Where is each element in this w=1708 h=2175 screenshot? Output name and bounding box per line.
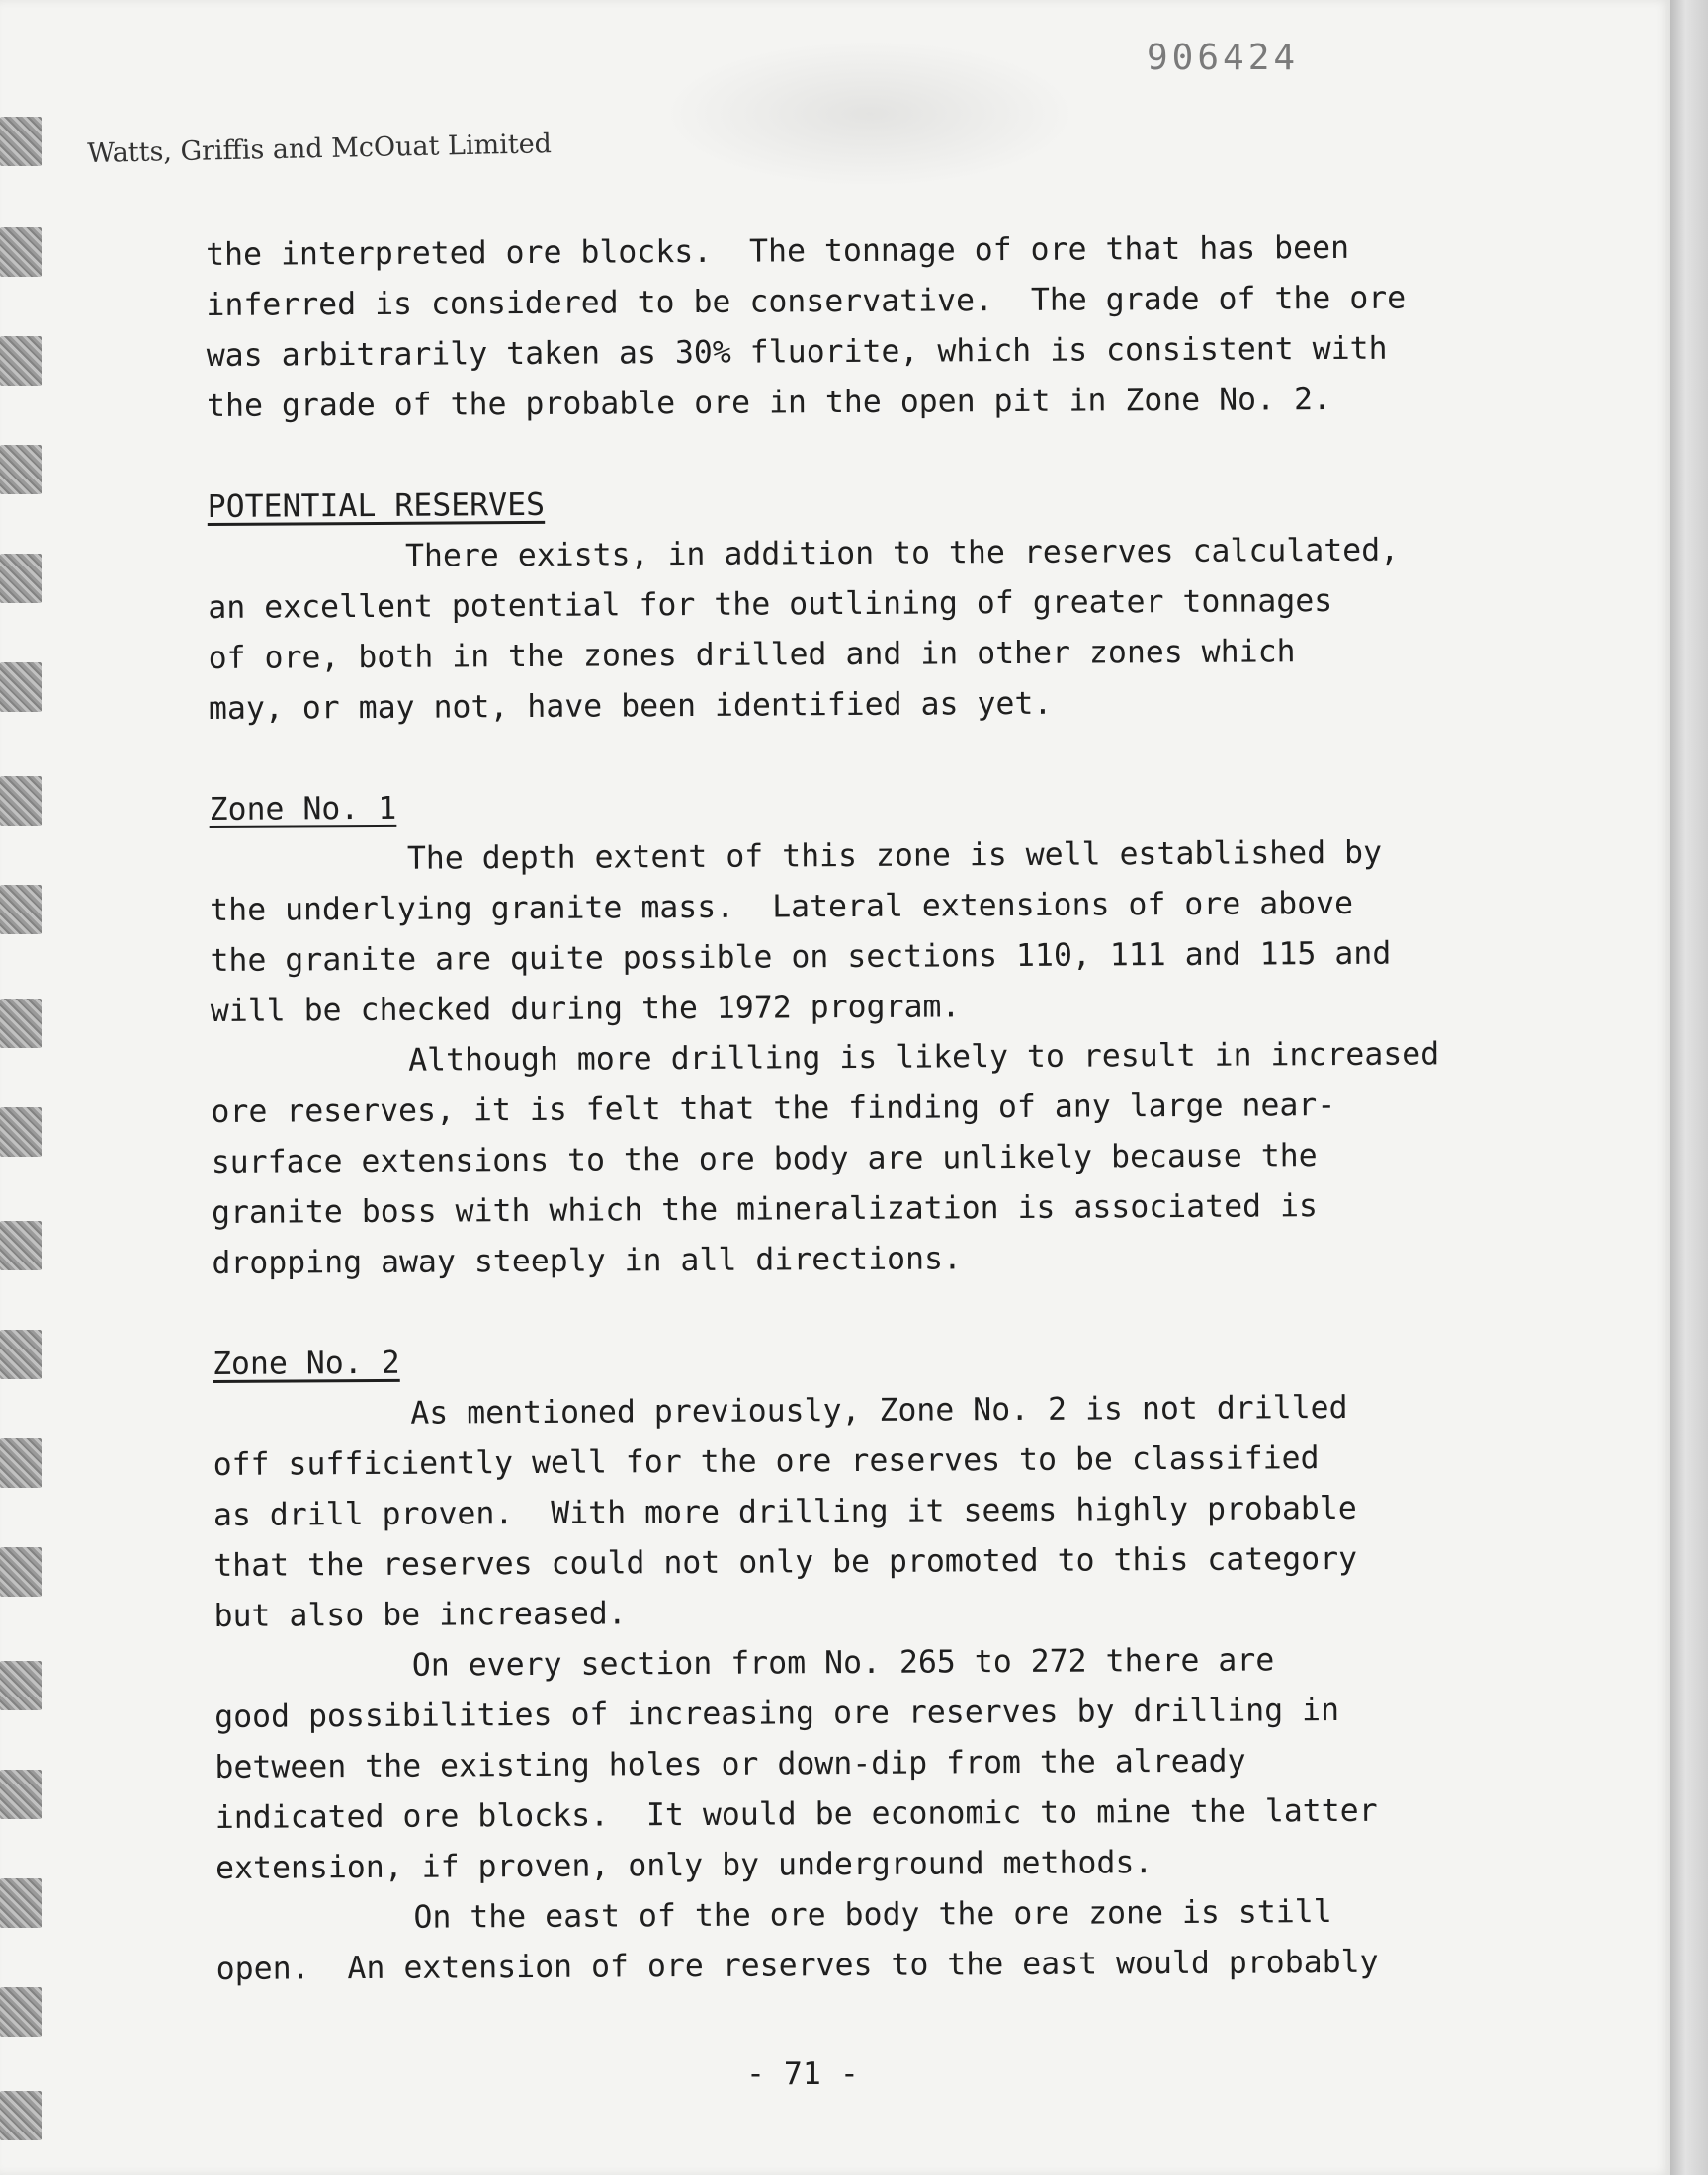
binding-hole: [0, 1107, 42, 1157]
potential-reserves-paragraph: There exists, in addition to the reserves calculated, an excellent potential for the outlining of greater tonnages of ore, both in the zones drilled and in other zones which may, or may not, have been identified as yet.: [208, 532, 1400, 727]
binding-hole: [0, 662, 42, 712]
zone-2-paragraph-3: On the east of the ore body the ore zone is still open. An extension of ore reserves to the east would probably: [215, 1894, 1379, 1987]
binding-hole: [0, 1770, 42, 1819]
zone-2-paragraph-2: On every section from No. 265 to 272 there are good possibilities of increasing ore reserves by drilling in between the existing holes or down-dip from the already indicated ore blocks. It would be economic to mine the latter extension, if proven, only by underground methods.: [214, 1642, 1378, 1886]
binding-hole: [0, 1661, 42, 1710]
section-heading-zone-1: Zone No. 1: [209, 790, 397, 827]
binding-hole: [0, 227, 42, 277]
intro-line: was arbitrarily taken as 30% fluorite, which is consistent with: [206, 330, 1388, 374]
binding-hole: [0, 776, 42, 826]
binding-hole: [0, 1987, 42, 2037]
binding-hole: [0, 2091, 42, 2140]
bleed-through-smudge: [662, 40, 1077, 188]
binding-hole: [0, 1878, 42, 1928]
zone-1-paragraph-1: The depth extent of this zone is well established by the underlying granite mass. Lateral extensions of ore above the granite are quite possible on sections 110, 111 and 115 and will be checked during the 1972 program.: [210, 834, 1392, 1029]
binding-hole: [0, 1221, 42, 1270]
binding-hole: [0, 885, 42, 934]
binding-hole: [0, 336, 42, 386]
document-stamp-number: 906424: [1147, 38, 1300, 78]
binding-hole: [0, 445, 42, 494]
intro-line: the grade of the probable ore in the open pit in Zone No. 2.: [206, 382, 1332, 424]
page-number: - 71 -: [746, 2056, 859, 2092]
intro-line: inferred is considered to be conservative. The grade of the ore: [206, 280, 1407, 323]
binding-hole: [0, 117, 42, 166]
letterhead: Watts, Griffis and McOuat Limited: [87, 129, 553, 169]
body-text: [206, 222, 1561, 1995]
binding-hole: [0, 1547, 42, 1597]
zone-1-paragraph-2: Although more drilling is likely to result in increased ore reserves, it is felt that the finding of any large near- surface extensions to the ore body are unlikely because the granite boss with which the mineralization is associated is dropping away steeply in all directions.: [211, 1036, 1440, 1281]
binding-hole: [0, 1330, 42, 1379]
binding-hole: [0, 554, 42, 603]
section-heading-potential-reserves: POTENTIAL RESERVES: [207, 486, 546, 525]
page-stack-edge: [1670, 0, 1708, 2175]
intro-line: the interpreted ore blocks. The tonnage of ore that has been: [206, 229, 1350, 273]
binding-hole: [0, 1438, 42, 1488]
section-heading-zone-2: Zone No. 2: [212, 1345, 400, 1382]
zone-2-paragraph-1: As mentioned previously, Zone No. 2 is not drilled off sufficiently well for the ore reserves to be classified as drill proven. With more drilling it seems highly probable that the reserves could not only be promoted to this category but also be increased.: [213, 1389, 1358, 1634]
binding-hole: [0, 999, 42, 1048]
binding-holes: [0, 0, 45, 2175]
